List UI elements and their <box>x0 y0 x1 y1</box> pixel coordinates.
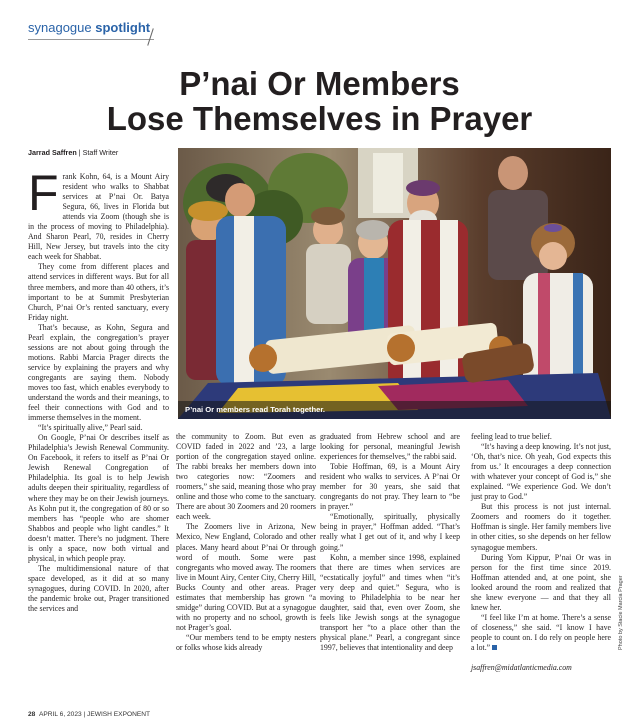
paragraph: But this process is not just internal. Zoomers and roomers do it together. Hoffman is single. Her family members live in other cities, so she depends on her fellow synagogue members. <box>471 502 611 552</box>
paragraph: “It’s spiritually alive,” Pearl said. <box>38 423 143 433</box>
footer-info: APRIL 6, 2023 | JEWISH EXPONENT <box>39 711 151 718</box>
article-column-3 <box>320 432 460 653</box>
paragraph: “It’s having a deep knowing. It’s not just, ‘Oh, that’s nice. Oh yeah, God expects this from us.’ It encourages a deep connection with whatever your concept of God is,” she explained. “We experience God. We don’t just pray to God.” <box>471 442 611 502</box>
author-name: Jarrad Saffren <box>28 148 77 157</box>
paragraph <box>28 165 169 262</box>
headline-line-2: Lose Themselves in Prayer <box>106 100 533 137</box>
paragraph: Tobie Hoffman, 69, is a Mount Airy resident who walks to services. A P’nai Or member for 30 years, she said that congregants do not pray. They learn to “be in prayer.” <box>320 462 460 512</box>
author-email[interactable]: jsaffren@midatlanticmedia.com <box>471 663 572 673</box>
end-mark-icon <box>492 645 497 650</box>
page-footer <box>28 711 150 718</box>
paragraph: graduated from Hebrew school and are looking for personal, meaningful Jewish experiences for themselves,” the rabbi said. <box>320 432 460 462</box>
paragraph: “Emotionally, spiritually, physically being in prayer,” Hoffman added. “That’s really what I get out of it, and why I keep going.” <box>320 512 460 552</box>
headline-line-1: P’nai Or Members <box>179 65 460 102</box>
paragraph: “Our members tend to be empty nesters or folks whose kids already <box>176 632 316 652</box>
photo-credit: Photo by Stacie Marcia Prager <box>618 575 624 650</box>
paragraph: On Google, P’nai Or describes itself as Philadelphia’s Jewish Renewal Community. On Facebook, it refers to itself as P’nai Or Jewish Renewal Congregation of Philadelphia. Its goal is to help Jewish adults deepen their spirituality, regardless of where they may be on their Jewish journeys. As Kohn put it, the congregation of 80 or so members has “people who are shomer Shabbos and people who light candles.” It doesn’t matter. There’s no judgment. There is only a space, now both virtual and physical, in which people pray. <box>28 433 169 563</box>
paragraph: They come from different places and attend services in different ways. But for all three members, and more than 40 others, it’s important to be at Summit Presbyterian Church, P’nai Or’s rented sanctuary, every Friday night. <box>28 262 169 322</box>
photo-illustration <box>178 148 611 419</box>
page-number: 28 <box>28 711 36 718</box>
section-label <box>28 20 150 35</box>
paragraph-text: rank Kohn, 64, is a Mount Airy resident who walks to Shabbat services at P’nai Or. Batya Segura, 66, lives in Florida but attends via Zoom (though she is in the process of moving to Philadelphia). And Sharon Pearl, 70, resides in Cherry Hill, New Jersey, but travels into the city each week for Shabbat. <box>28 172 169 262</box>
paragraph-text: “I feel like I’m at home. There’s a sense of closeness,” she said. “I know I have people to count on. I do rely on people here a lot.” <box>471 612 611 652</box>
article-column-4 <box>471 432 611 673</box>
paragraph: That’s because, as Kohn, Segura and Pearl explain, the congregation’s prayer sessions are not about going through the motions. Rabbi Marcia Prager directs the service by explaining the prayers and why congregants are saying them. Nobody moves too fast, which enables everybody to understand the words and their meanings, to feel their connections with God and to immerse themselves in the moment. <box>28 322 169 423</box>
byline <box>28 148 118 157</box>
section-name: spotlight <box>95 20 151 35</box>
paragraph: the community to Zoom. But even as COVID faded in 2022 and ’23, a large portion of the congregation stayed online. The rabbi breaks her members down into two categories now: “Zoomers and roomers,” she said, meaning those who pray online and those who come to the sanctuary. There are about 30 Zoomers and 20 roomers each week. <box>176 432 316 522</box>
paragraph: Kohn, a member since 1998, explained that there are times when services are “ecstatically joyful” and times when “it’s very deep and quiet.” Segura, who is moving to Philadelphia to be near her daughter, said that, even over Zoom, she feels like Jewish songs at the synagogue transport her “to a place other than the physical plane.” Pearl, a congregant since 1997, believes that intentionality and deep <box>320 552 460 652</box>
drop-cap: F <box>28 165 59 221</box>
paragraph: The Zoomers live in Arizona, New Mexico, New England, Colorado and other places. Many heard about P’nai Or through word of mouth. Some were past congregants who moved away. The roomers live in Mount Airy, Center City, Cherry Hill, Bucks County and other areas. Prager estimates that membership has grown “a smidge” during COVID. But at a synagogue with no property and no school, growth is not Prager’s goal. <box>176 522 316 632</box>
paragraph: During Yom Kippur, P’nai Or was in person for the first time since 2019. Hoffman attended and, at one point, she looked around the room and realized that she knew everyone — and that they all knew her. <box>471 552 611 612</box>
article-column-2 <box>176 432 316 653</box>
paragraph <box>471 613 611 653</box>
paragraph: feeling lead to true belief. <box>471 432 552 441</box>
paragraph: The multidimensional nature of that space developed, as it did at so many synagogues, during COVID. In 2020, after the pandemic broke out, Prager transitioned the services and <box>28 563 169 614</box>
author-role: | Staff Writer <box>76 148 119 157</box>
section-prefix: synagogue <box>28 20 92 35</box>
article-column-1 <box>28 165 169 614</box>
article-photo <box>178 148 611 419</box>
photo-caption: P’nai Or members read Torah together. <box>178 401 611 419</box>
section-rule <box>28 39 154 40</box>
